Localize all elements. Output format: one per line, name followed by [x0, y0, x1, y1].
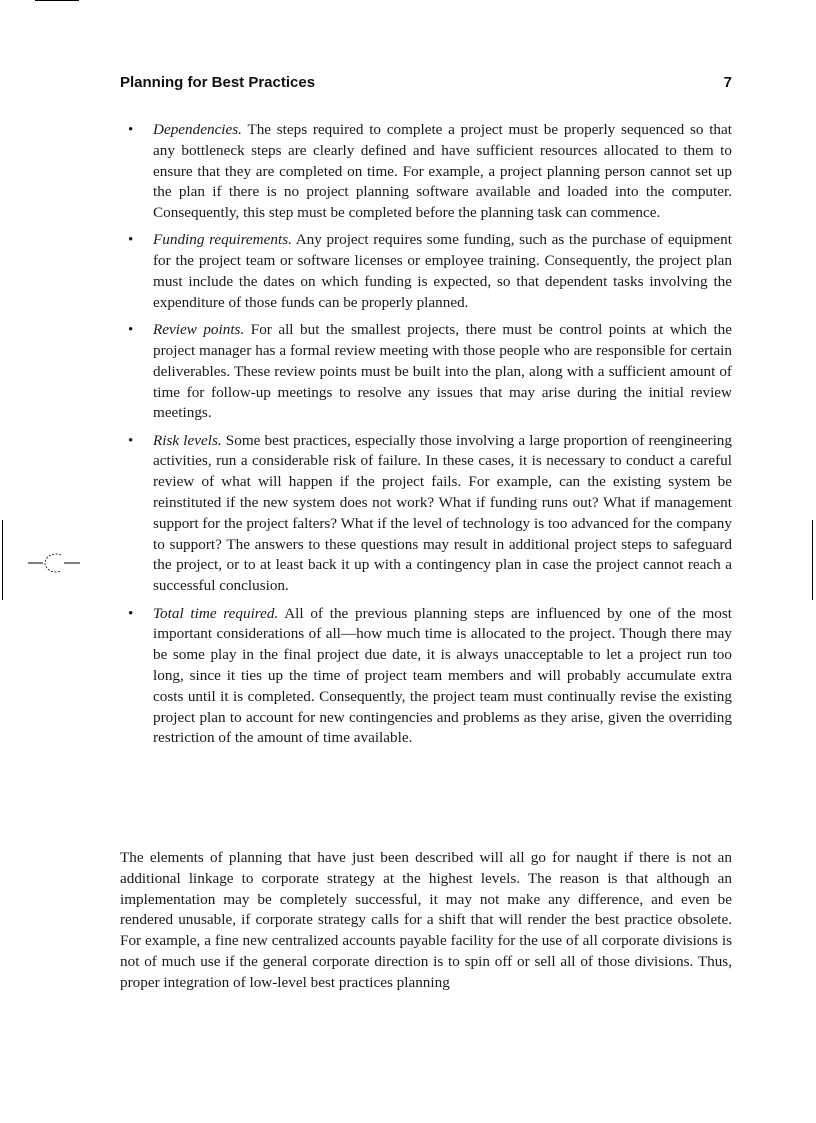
list-item — [120, 230, 732, 313]
bullet-term: Funding requirements. — [153, 231, 292, 249]
running-header-title: Planning for Best Practices — [120, 74, 316, 91]
bullet-term: Dependencies. — [153, 121, 242, 138]
registration-line-right — [812, 520, 813, 600]
bullet-icon: • — [128, 431, 134, 449]
crop-mark-top — [35, 0, 79, 1]
bullet-icon: • — [128, 121, 134, 138]
bullet-term: Total time required. — [153, 604, 279, 622]
page-number: 7 — [723, 74, 732, 91]
bullet-text: For all but the smallest projects, there must be control points at which the project manager has a formal review meeting with those people who are responsible for certain deliverables. These review points must be built into the plan, along with a sufficient amount of time for follow-up meetings to resolve any issues that may arise during the initial review meetings. — [153, 321, 732, 422]
bullet-text: Any project requires some funding, such as the purchase of equipment for the project team or software licenses or employee training. Consequently, the project plan must include the dates on which funding is expected, so that dependent tasks involving the expenditure of those funds can be properly planned. — [153, 231, 732, 311]
bullet-list — [120, 120, 732, 756]
registration-target-icon — [28, 548, 80, 578]
bullet-term: Risk levels. — [153, 431, 222, 449]
bullet-text: All of the previous planning steps are influenced by one of the most important considerations of all—how much time is allocated to the project. Though there may be some play in the final project due date, it is always unacceptable to let a project run too long, since it ties up the time of project team members and will probably accumulate extra costs until it is completed. Consequently, the project team must continually revise the existing project plan to account for new contingencies and problems as they arise, given the overriding restriction of the amount of time available. — [153, 604, 732, 747]
bullet-text: The steps required to complete a project must be properly sequenced so that any bottleneck steps are clearly defined and have sufficient resources allocated to them to ensure that they are completed on time. For example, a project planning person cannot set up the plan if there is no project planning software available and loaded into the computer. Consequently, this step must be completed before the planning task can commence. — [153, 121, 732, 222]
bullet-icon: • — [128, 231, 134, 249]
bullet-icon: • — [128, 321, 134, 339]
bullet-term: Review points. — [153, 321, 245, 339]
list-item — [120, 604, 732, 750]
list-item — [120, 431, 732, 597]
list-item — [120, 120, 732, 224]
bullet-text: Some best practices, especially those involving a large proportion of reengineering activities, run a considerable risk of failure. In these cases, it is necessary to conduct a careful review of what will happen if the project fails. For example, can the existing system be reinstituted if the new system does not work? What if funding runs out? What if management support for the project falters? What if the level of technology is too advanced for the company to support? The answers to these questions may result in additional project steps to safeguard the project, or to at least back it up with a contingency plan in case the project cannot reach a successful conclusion. — [153, 431, 732, 595]
closing-paragraph: The elements of planning that have just been described will all go for naught if there is not an additional linkage to corporate strategy at the highest levels. The reason is that although an implementation may be completely successful, it may not make any difference, and even be rendered unusable, if corporate strategy calls for a shift that will render the best practice obsolete. For example, a fine new centralized accounts payable facility for the use of all corporate divisions is not of much use if the general corporate direction is to spin off or sell all of those divisions. Thus, proper integration of low-level best practices planning — [120, 849, 732, 991]
registration-line-left — [2, 520, 3, 600]
list-item — [120, 320, 732, 424]
running-header — [120, 74, 732, 91]
bullet-icon: • — [128, 604, 134, 622]
